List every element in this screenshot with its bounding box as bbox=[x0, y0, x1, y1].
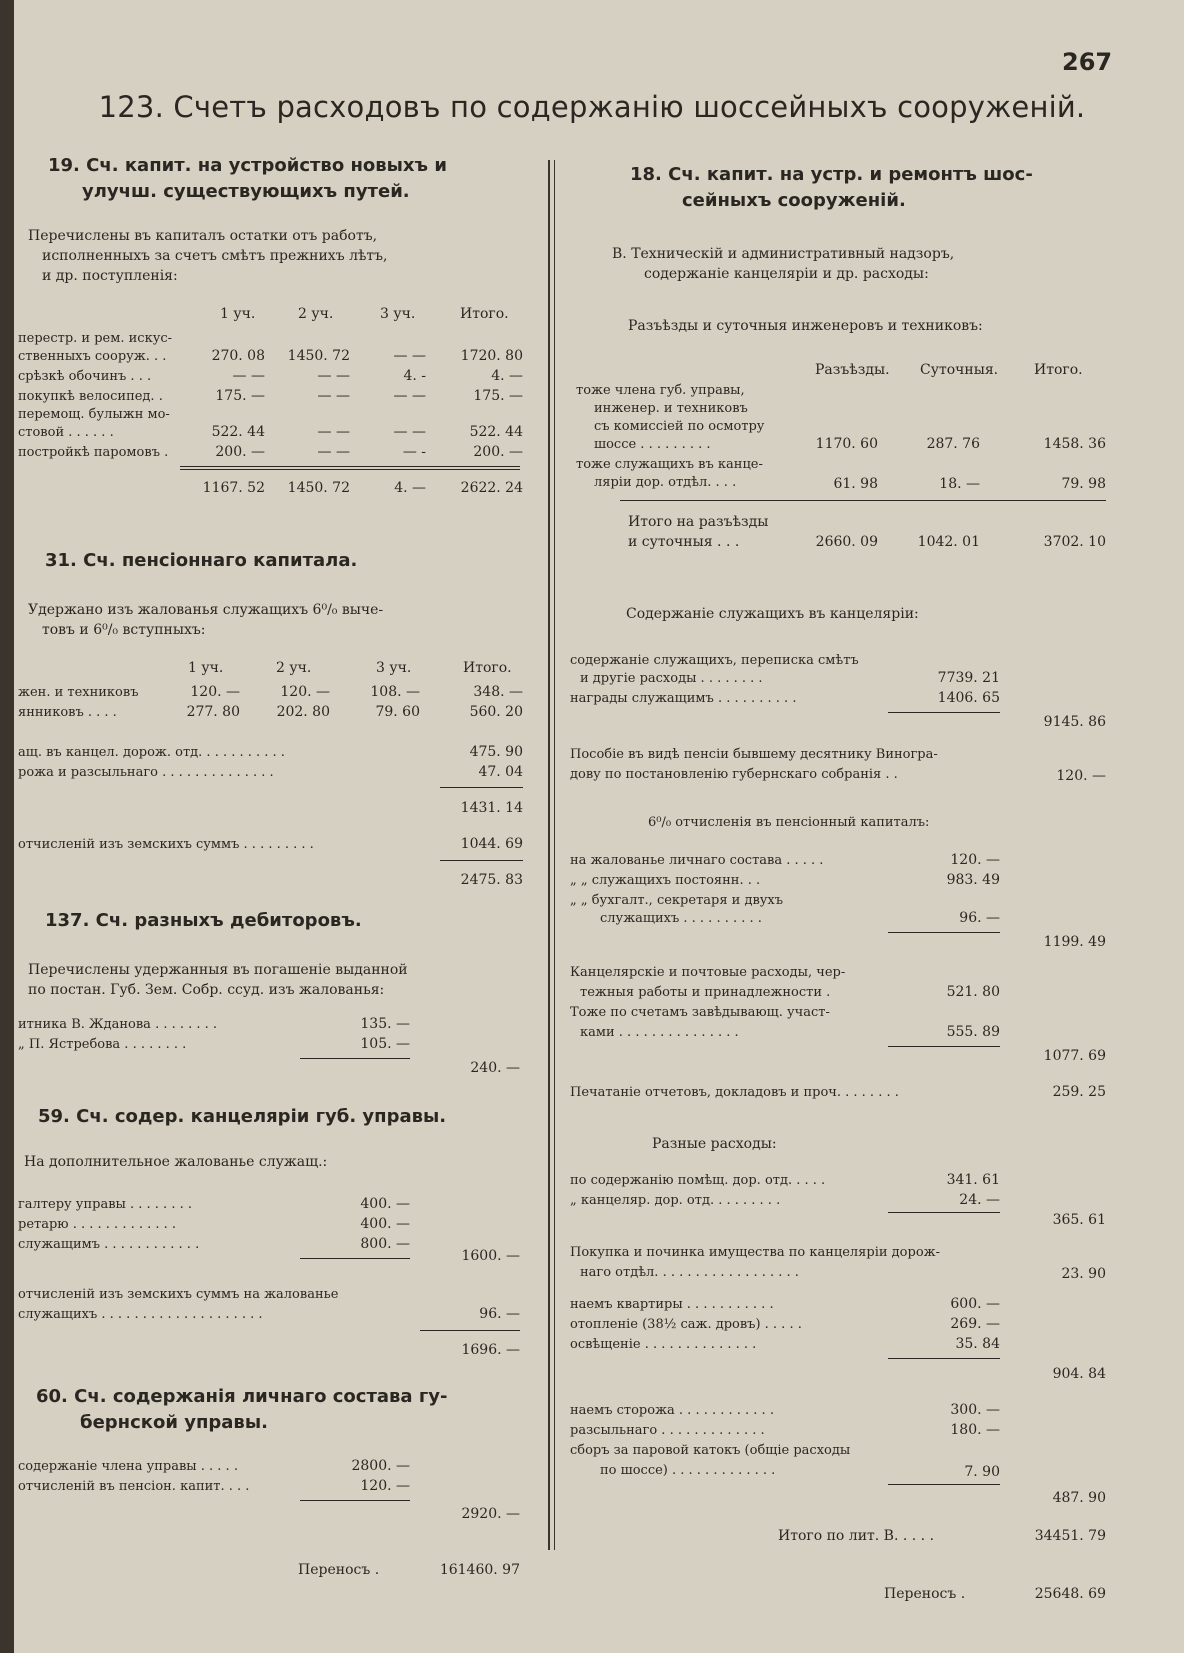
s19-row-2-label: срѣзкѣ обочинъ . . . bbox=[18, 369, 152, 384]
of2-label: награды служащимъ . . . . . . . . . . bbox=[570, 691, 797, 706]
ch2-line-2: ками . . . . . . . . . . . . . . . bbox=[580, 1025, 739, 1040]
sx2-value: 983. 49 bbox=[946, 872, 1000, 888]
s59-row-1-value: 400. — bbox=[360, 1196, 410, 1212]
s19-row-1-c2: 1450. 72 bbox=[287, 348, 350, 364]
s31-col-3: 3 уч. bbox=[376, 660, 412, 676]
s19-sum-c1: 1167. 52 bbox=[202, 480, 265, 496]
s31-intro-1: Удержано изъ жалованья служащихъ 6⁰/₀ выче- bbox=[28, 602, 384, 618]
s59-subtotal: 1600. — bbox=[461, 1248, 520, 1264]
s31-row-2-c3: 79. 60 bbox=[375, 704, 420, 720]
tr2-b: 18. — bbox=[939, 476, 980, 492]
section-19-heading-2: улучш. существующихъ путей. bbox=[82, 181, 410, 202]
page-title: 123. Счетъ расходовъ по содержанію шоссейныхъ сооруженій. bbox=[98, 90, 1086, 124]
s137-total: 240. — bbox=[470, 1060, 520, 1076]
buy-line-2: наго отдѣл. . . . . . . . . . . . . . . . . . bbox=[580, 1265, 799, 1280]
pension-line-1: Пособіе въ видѣ пенсіи бывшему десятнику Виногра- bbox=[570, 747, 938, 762]
pension-line-2: дову по постановленію губернскаго собранія . . bbox=[570, 767, 898, 782]
travel-total-line-1: Итого на разъѣзды bbox=[628, 514, 769, 530]
section-137-heading: 137. Сч. разныхъ дебиторовъ. bbox=[45, 910, 362, 931]
s31-rule-1 bbox=[440, 787, 523, 788]
s19-row-5-c1: 200. — bbox=[215, 444, 265, 460]
tr1-line-1: тоже члена губ. управы, bbox=[576, 383, 745, 398]
s31-intro-2: товъ и 6⁰/₀ вступныхъ: bbox=[42, 622, 206, 638]
section-59-heading: 59. Сч. содер. канцеляріи губ. управы. bbox=[38, 1106, 447, 1127]
h1-label: наемъ квартиры . . . . . . . . . . . bbox=[570, 1297, 774, 1312]
column-divider bbox=[548, 160, 550, 1550]
s137-row-1-value: 135. — bbox=[360, 1016, 410, 1032]
left-carry-value: 161460. 97 bbox=[439, 1562, 520, 1578]
travel-col-b: Суточныя. bbox=[920, 362, 999, 378]
right-carry-label: Переносъ . bbox=[884, 1586, 966, 1602]
ch1-value: 521. 80 bbox=[946, 984, 1000, 1000]
s19-row-1-line1: перестр. и рем. искус- bbox=[18, 331, 173, 346]
sx2-label: „ „ служащихъ постоянн. . . bbox=[570, 873, 761, 888]
s19-sum-c3: 4. — bbox=[394, 480, 426, 496]
s19-row-1-c1: 270. 08 bbox=[211, 348, 265, 364]
s19-row-3-c3: — — bbox=[393, 388, 426, 404]
s19-row-3-c2: — — bbox=[317, 388, 350, 404]
s19-row-3-total: 175. — bbox=[473, 388, 523, 404]
sx3-value: 96. — bbox=[959, 910, 1000, 926]
s59-row-2-label: ретарю . . . . . . . . . . . . . bbox=[18, 1217, 177, 1232]
tr1-line-3: съ комиссіей по осмотру bbox=[594, 419, 765, 434]
s31-row-1-c3: 108. — bbox=[370, 684, 420, 700]
m2-label: „ канцеляр. дор. отд. . . . . . . . . bbox=[570, 1193, 781, 1208]
travel-heading: Разъѣзды и суточныя инженеровъ и техниковъ: bbox=[628, 318, 983, 334]
s137-rule bbox=[300, 1058, 410, 1059]
s31-row-4-value: 47. 04 bbox=[478, 764, 523, 780]
page-number: 267 bbox=[1062, 48, 1113, 76]
office-heading: Содержаніе служащихъ въ канцеляріи: bbox=[626, 606, 919, 622]
of1-line-2: и другіе расходы . . . . . . . . bbox=[580, 671, 763, 686]
s59-row-2-value: 400. — bbox=[360, 1216, 410, 1232]
s31-row-2-c2: 202. 80 bbox=[276, 704, 330, 720]
misc-heading: Разные расходы: bbox=[652, 1136, 777, 1152]
book-spine bbox=[0, 0, 14, 1653]
section-19-heading-1: 19. Сч. капит. на устройство новыхъ и bbox=[48, 155, 447, 176]
s59-row-3-label: служащимъ . . . . . . . . . . . . bbox=[18, 1237, 200, 1252]
s19-row-4-label: стовой . . . . . . bbox=[18, 425, 114, 440]
s59-row-1-label: галтеру управы . . . . . . . . bbox=[18, 1197, 192, 1212]
office-total: 9145. 86 bbox=[1043, 714, 1106, 730]
sx3-line-2: служащихъ . . . . . . . . . . bbox=[600, 911, 762, 926]
s60-row-1-value: 2800. — bbox=[351, 1458, 410, 1474]
s31-row-5-label: отчисленій изъ земскихъ суммъ . . . . . . . . . bbox=[18, 837, 314, 852]
s19-intro-3: и др. поступленія: bbox=[42, 268, 178, 284]
s19-row-4-c1: 522. 44 bbox=[211, 424, 265, 440]
printing-label: Печатаніе отчетовъ, докладовъ и проч. . . . . . . . bbox=[570, 1085, 899, 1100]
housing-total: 904. 84 bbox=[1052, 1366, 1106, 1382]
s137-row-1-label: итника В. Жданова . . . . . . . . bbox=[18, 1017, 218, 1032]
pension-value: 120. — bbox=[1056, 768, 1106, 784]
s19-row-2-total: 4. — bbox=[491, 368, 523, 384]
g3-line-2: по шоссе) . . . . . . . . . . . . . bbox=[600, 1463, 776, 1478]
m1-label: по содержанію помѣщ. дор. отд. . . . . bbox=[570, 1173, 826, 1188]
tr1-a: 1170. 60 bbox=[815, 436, 878, 452]
s31-row-3-label: ащ. въ канцел. дорож. отд. . . . . . . . . . . bbox=[18, 745, 285, 760]
s19-row-4-c2: — — bbox=[317, 424, 350, 440]
s19-row-2-c2: — — bbox=[317, 368, 350, 384]
h1-value: 600. — bbox=[950, 1296, 1000, 1312]
of1-line-1: содержаніе служащихъ, переписка смѣтъ bbox=[570, 653, 859, 668]
s59-rule-1 bbox=[300, 1258, 410, 1259]
tr1-b: 287. 76 bbox=[926, 436, 980, 452]
guard-total: 487. 90 bbox=[1052, 1490, 1106, 1506]
s19-row-4-total: 522. 44 bbox=[469, 424, 523, 440]
s19-row-1-c3: — — bbox=[393, 348, 426, 364]
s19-col-1: 1 уч. bbox=[220, 306, 256, 322]
s19-row-4-c3: — — bbox=[393, 424, 426, 440]
of2-value: 1406. 65 bbox=[937, 690, 1000, 706]
s137-row-2-label: „ П. Ястребова . . . . . . . . bbox=[18, 1037, 187, 1052]
housing-rule bbox=[888, 1358, 1000, 1359]
s59-intro: На дополнительное жалованье служащ.: bbox=[24, 1154, 328, 1170]
ch1-line-2: тежныя работы и принадлежности . bbox=[580, 985, 831, 1000]
printing-value: 259. 25 bbox=[1052, 1084, 1106, 1100]
secB-line-2: содержаніе канцеляріи и др. расходы: bbox=[644, 266, 929, 282]
travel-col-a: Разъѣзды. bbox=[815, 362, 890, 378]
section-18-heading-1: 18. Сч. капит. на устр. и ремонтъ шос- bbox=[630, 164, 1033, 185]
s31-row-1-total: 348. — bbox=[473, 684, 523, 700]
g1-value: 300. — bbox=[950, 1402, 1000, 1418]
s19-row-4-line1: перемощ. булыжн мо- bbox=[18, 407, 170, 422]
ch1-line-1: Канцелярскіе и почтовые расходы, чер- bbox=[570, 965, 846, 980]
s19-row-2-c1: — — bbox=[232, 368, 265, 384]
s59-row-4-line2: служащихъ . . . . . . . . . . . . . . . . . . . . bbox=[18, 1307, 263, 1322]
s31-col-1: 1 уч. bbox=[188, 660, 224, 676]
s31-col-total: Итого. bbox=[463, 660, 512, 676]
s19-row-5-c2: — — bbox=[317, 444, 350, 460]
travel-total-line-2: и суточныя . . . bbox=[628, 534, 740, 550]
tr1-line-4: шоссе . . . . . . . . . bbox=[594, 437, 711, 452]
tr1-c: 1458. 36 bbox=[1043, 436, 1106, 452]
lit-total-label: Итого по лит. В. . . . . bbox=[778, 1528, 935, 1544]
tr2-c: 79. 98 bbox=[1061, 476, 1106, 492]
s59-total: 1696. — bbox=[461, 1342, 520, 1358]
g3-line-1: сборъ за паровой катокъ (общіе расходы bbox=[570, 1443, 851, 1458]
s19-row-3-label: покупкѣ велосипед. . bbox=[18, 389, 163, 404]
section-31-heading: 31. Сч. пенсіоннаго капитала. bbox=[45, 550, 358, 571]
s31-row-1-c2: 120. — bbox=[280, 684, 330, 700]
six-rule bbox=[888, 932, 1000, 933]
travel-total-b: 1042. 01 bbox=[917, 534, 980, 550]
travel-total-c: 3702. 10 bbox=[1043, 534, 1106, 550]
chancery-total: 1077. 69 bbox=[1043, 1048, 1106, 1064]
travel-col-c: Итого. bbox=[1034, 362, 1083, 378]
m1-value: 341. 61 bbox=[946, 1172, 1000, 1188]
s60-rule bbox=[300, 1500, 410, 1501]
s19-row-1-label: ственныхъ сооруж. . . bbox=[18, 349, 167, 364]
s19-sum-c2: 1450. 72 bbox=[287, 480, 350, 496]
h3-label: освѣщеніе . . . . . . . . . . . . . . bbox=[570, 1337, 757, 1352]
s60-row-2-label: отчисленій въ пенсіон. капит. . . . bbox=[18, 1479, 250, 1494]
s31-row-1-c1: 120. — bbox=[190, 684, 240, 700]
misc-rule bbox=[888, 1212, 1000, 1213]
sx1-value: 120. — bbox=[950, 852, 1000, 868]
s19-col-total: Итого. bbox=[460, 306, 509, 322]
s31-row-1-label: жен. и техниковъ bbox=[18, 685, 139, 700]
h2-value: 269. — bbox=[950, 1316, 1000, 1332]
h2-label: отопленіе (38½ саж. дровъ) . . . . . bbox=[570, 1317, 802, 1332]
tr2-line-2: ляріи дор. отдѣл. . . . bbox=[594, 475, 737, 490]
travel-rule bbox=[620, 500, 1106, 501]
sx1-label: на жалованье личнаго состава . . . . . bbox=[570, 853, 824, 868]
chancery-rule bbox=[888, 1046, 1000, 1047]
right-carry-value: 25648. 69 bbox=[1034, 1586, 1106, 1602]
s31-row-2-total: 560. 20 bbox=[469, 704, 523, 720]
s60-total: 2920. — bbox=[461, 1506, 520, 1522]
s19-row-2-c3: 4. - bbox=[403, 368, 426, 384]
s19-row-5-c3: — - bbox=[402, 444, 426, 460]
ch2-line-1: Тоже по счетамъ завѣдывающ. участ- bbox=[570, 1005, 830, 1020]
section-60-heading-1: 60. Сч. содержанія личнаго состава гу- bbox=[36, 1386, 448, 1407]
buy-value: 23. 90 bbox=[1061, 1266, 1106, 1282]
s59-row-4-value: 96. — bbox=[479, 1306, 520, 1322]
s59-row-3-value: 800. — bbox=[360, 1236, 410, 1252]
tr1-line-2: инженер. и техниковъ bbox=[594, 401, 748, 416]
of1-value: 7739. 21 bbox=[937, 670, 1000, 686]
s31-row-2-label: янниковъ . . . . bbox=[18, 705, 117, 720]
tr2-a: 61. 98 bbox=[833, 476, 878, 492]
s31-row-3-value: 475. 90 bbox=[469, 744, 523, 760]
sx3-line-1: „ „ бухгалт., секретаря и двухъ bbox=[570, 893, 784, 908]
g3-value: 7. 90 bbox=[964, 1464, 1000, 1480]
s19-rule bbox=[180, 466, 520, 467]
g1-label: наемъ сторожа . . . . . . . . . . . . bbox=[570, 1403, 774, 1418]
section-18-heading-2: сейныхъ сооруженій. bbox=[682, 190, 906, 211]
s19-row-3-c1: 175. — bbox=[215, 388, 265, 404]
buy-line-1: Покупка и починка имущества по канцеляріи дорож- bbox=[570, 1245, 940, 1260]
s19-col-2: 2 уч. bbox=[298, 306, 334, 322]
s19-col-3: 3 уч. bbox=[380, 306, 416, 322]
s31-row-4-label: рожа и разсыльнаго . . . . . . . . . . . . . . bbox=[18, 765, 274, 780]
s19-intro-2: исполненныхъ за счетъ смѣтъ прежнихъ лѣтъ, bbox=[42, 248, 388, 264]
s59-row-4-line1: отчисленій изъ земскихъ суммъ на жалованье bbox=[18, 1287, 339, 1302]
s31-row-5-value: 1044. 69 bbox=[460, 836, 523, 852]
section-60-heading-2: бернской управы. bbox=[80, 1412, 268, 1433]
s31-subtotal: 1431. 14 bbox=[460, 800, 523, 816]
s137-intro-2: по постан. Губ. Зем. Собр. ссуд. изъ жалованья: bbox=[28, 982, 385, 998]
s31-col-2: 2 уч. bbox=[276, 660, 312, 676]
s31-row-2-c1: 277. 80 bbox=[186, 704, 240, 720]
s59-rule-2 bbox=[420, 1330, 520, 1331]
six-percent-heading: 6⁰/₀ отчисленія въ пенсіонный капиталъ: bbox=[648, 815, 930, 830]
misc-total: 365. 61 bbox=[1052, 1212, 1106, 1228]
g2-value: 180. — bbox=[950, 1422, 1000, 1438]
travel-total-a: 2660. 09 bbox=[815, 534, 878, 550]
s19-row-1-total: 1720. 80 bbox=[460, 348, 523, 364]
h3-value: 35. 84 bbox=[955, 1336, 1000, 1352]
office-rule bbox=[888, 712, 1000, 713]
s19-rule-2 bbox=[180, 469, 520, 470]
s137-row-2-value: 105. — bbox=[360, 1036, 410, 1052]
column-divider-inner bbox=[554, 160, 555, 1550]
secB-line-1: В. Техническій и административный надзоръ, bbox=[612, 246, 955, 262]
s19-sum-total: 2622. 24 bbox=[460, 480, 523, 496]
s137-intro-1: Перечислены удержанныя въ погашеніе выданной bbox=[28, 962, 408, 978]
ch2-value: 555. 89 bbox=[946, 1024, 1000, 1040]
g2-label: разсыльнаго . . . . . . . . . . . . . bbox=[570, 1423, 765, 1438]
left-carry-label: Переносъ . bbox=[298, 1562, 380, 1578]
s19-intro-1: Перечислены въ капиталъ остатки отъ работъ, bbox=[28, 228, 378, 244]
m2-value: 24. — bbox=[959, 1192, 1000, 1208]
s31-total: 2475. 83 bbox=[460, 872, 523, 888]
s60-row-2-value: 120. — bbox=[360, 1478, 410, 1494]
six-total: 1199. 49 bbox=[1043, 934, 1106, 950]
lit-total-value: 34451. 79 bbox=[1034, 1528, 1106, 1544]
s19-row-5-label: постройкѣ паромовъ . bbox=[18, 445, 169, 460]
s60-row-1-label: содержаніе члена управы . . . . . bbox=[18, 1459, 238, 1474]
s31-rule-2 bbox=[440, 860, 523, 861]
tr2-line-1: тоже служащихъ въ канце- bbox=[576, 457, 763, 472]
s19-row-5-total: 200. — bbox=[473, 444, 523, 460]
guard-rule bbox=[888, 1484, 1000, 1485]
